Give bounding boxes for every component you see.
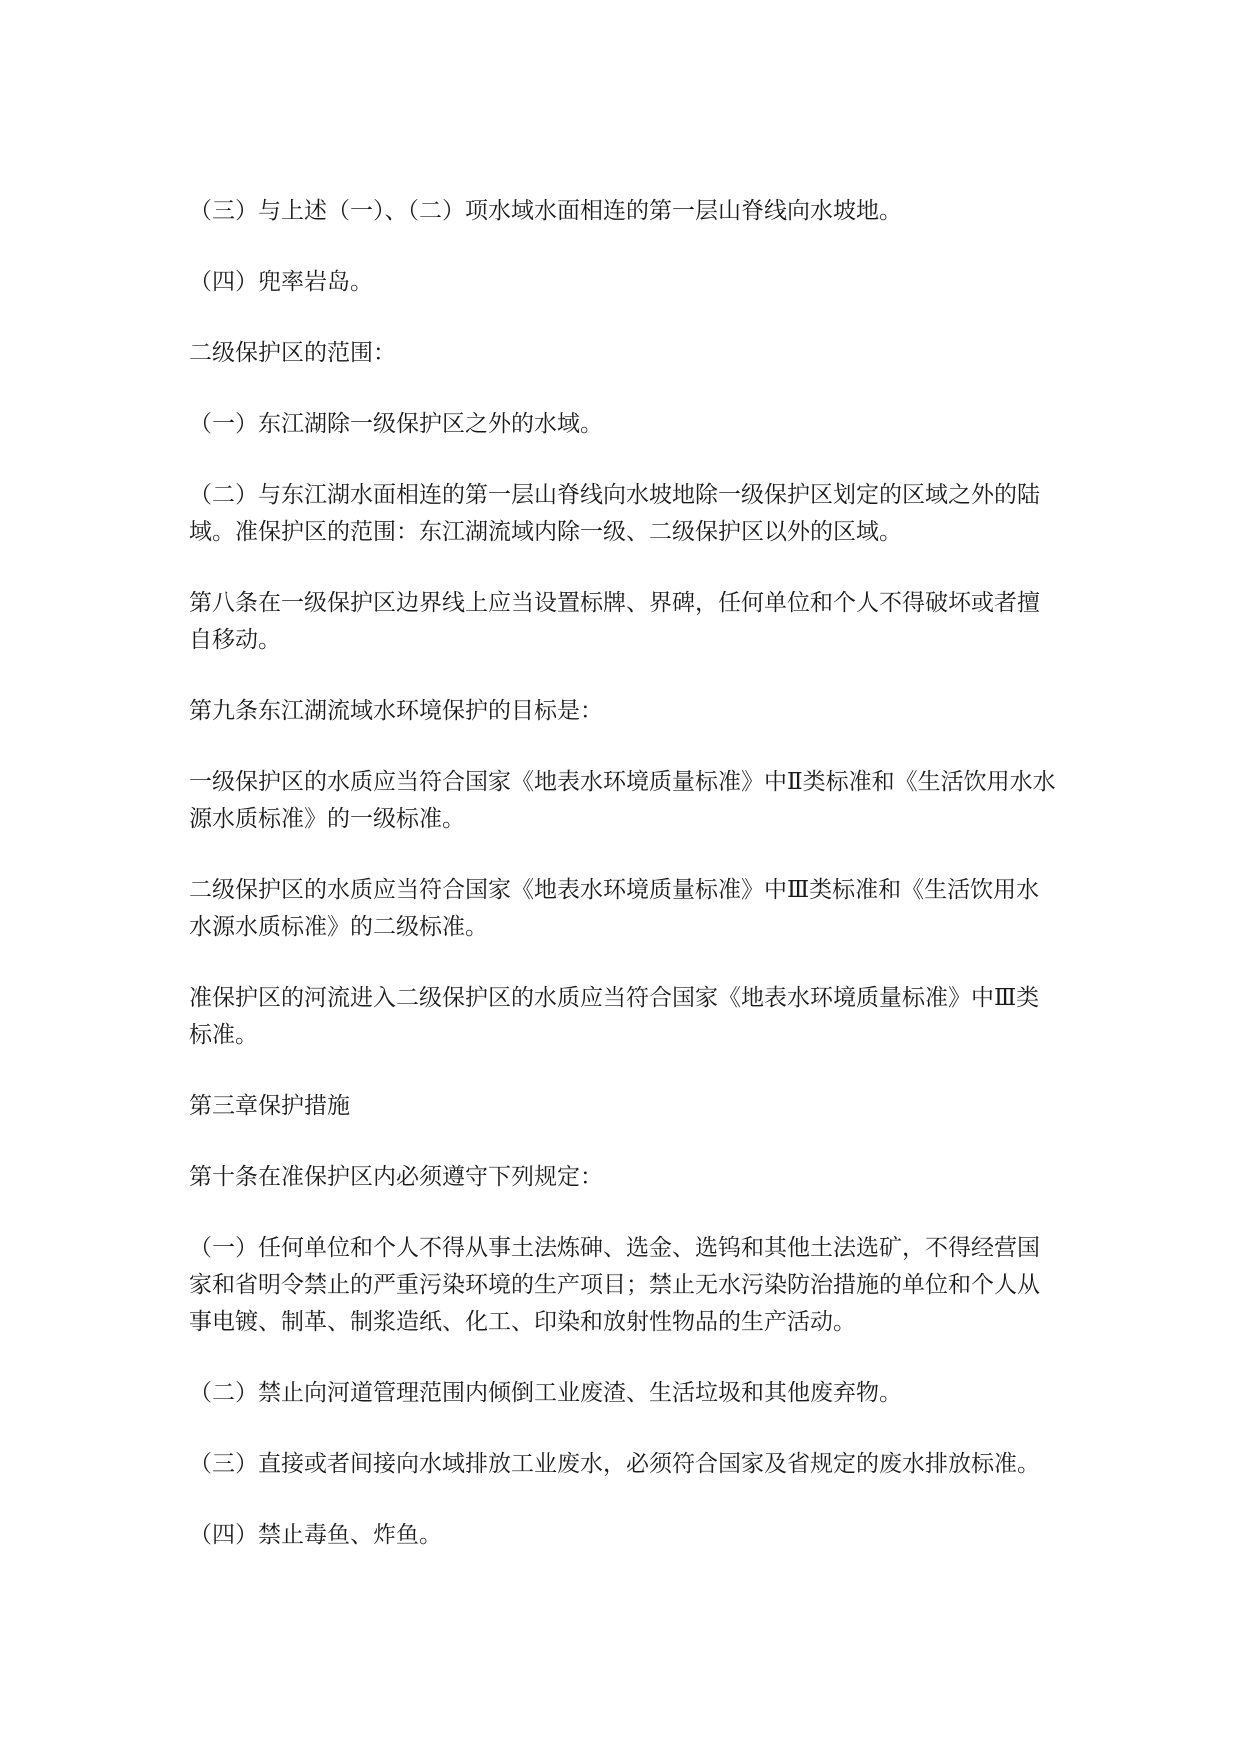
paragraph-5: （二）与东江湖水面相连的第一层山脊线向水坡地除一级保护区划定的区域之外的陆域。准保护区的范围：东江湖流域内除一级、二级保护区以外的区域。: [189, 482, 1040, 545]
paragraph-10: 准保护区的河流进入二级保护区的水质应当符合国家《地表水环境质量标准》中Ⅲ类标准。: [189, 985, 1040, 1048]
paragraph-13: （一）任何单位和个人不得从事土法炼砷、选金、选钨和其他土法选矿，不得经营国家和省明令禁止的严重污染环境的生产项目；禁止无水污染防治措施的单位和个人从事电镀、制革、制浆造纸、化工、印染和放射性物品的生产活动。: [189, 1235, 1040, 1335]
paragraph-9: 二级保护区的水质应当符合国家《地表水环境质量标准》中Ⅲ类标准和《生活饮用水水源水质标准》的二级标准。: [189, 877, 1040, 940]
paragraph-3: 二级保护区的范围：: [189, 340, 396, 366]
paragraph-1: （三）与上述（一）、（二）项水域水面相连的第一层山脊线向水坡地。: [189, 198, 902, 224]
document-body: [189, 193, 1059, 1588]
paragraph-15: （三）直接或者间接向水域排放工业废水，必须符合国家及省规定的废水排放标准。: [189, 1451, 1040, 1477]
paragraph-6: 第八条在一级保护区边界线上应当设置标牌、界碑，任何单位和个人不得破坏或者擅自移动。: [189, 590, 1040, 653]
paragraph-7: 第九条东江湖流域水环境保护的目标是：: [189, 698, 603, 724]
paragraph-12: 第十条在准保护区内必须遵守下列规定：: [189, 1164, 603, 1190]
chapter-heading: 第三章保护措施: [189, 1093, 350, 1119]
paragraph-4: （一）东江湖除一级保护区之外的水域。: [189, 411, 603, 437]
paragraph-16: （四）禁止毒鱼、炸鱼。: [189, 1522, 442, 1548]
paragraph-14: （二）禁止向河道管理范围内倾倒工业废渣、生活垃圾和其他废弃物。: [189, 1380, 902, 1406]
paragraph-2: （四）兜率岩岛。: [189, 269, 373, 295]
paragraph-8: 一级保护区的水质应当符合国家《地表水环境质量标准》中Ⅱ类标准和《生活饮用水水源水质标准》的一级标准。: [189, 769, 1056, 832]
